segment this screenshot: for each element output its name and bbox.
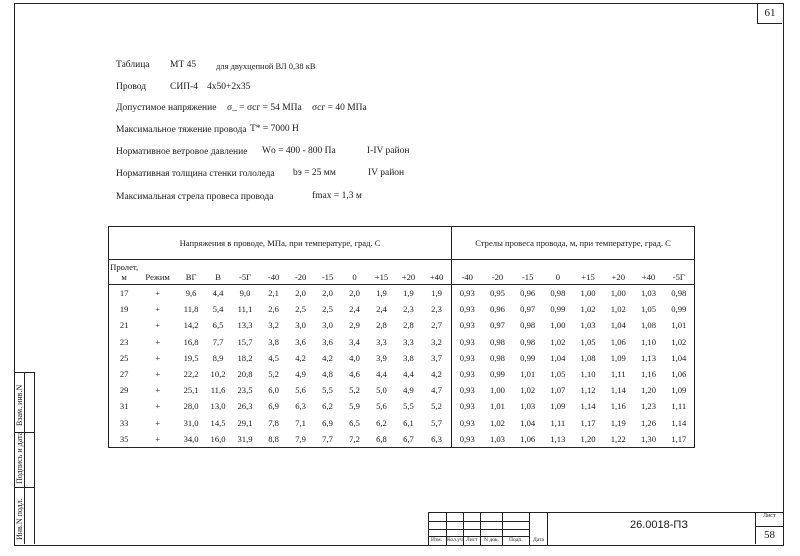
page-number: 61 <box>757 3 782 24</box>
stamp-label-data: Дата <box>533 537 544 543</box>
cell-sag: 1,05 <box>640 304 656 315</box>
cell-stress: 7,1 <box>295 417 306 428</box>
cell-sag: 1,04 <box>610 320 626 331</box>
cell-sag: 1,26 <box>640 417 656 428</box>
cell-span: 27 <box>109 366 140 382</box>
table-label: Таблица <box>116 60 150 70</box>
cell-stress: 4,6 <box>349 369 360 380</box>
cell-stress: 5,5 <box>403 401 414 412</box>
cell-stress: 2,0 <box>322 288 333 299</box>
col-header-sag: -20 <box>482 260 512 285</box>
col-header-stress: +40 <box>422 260 452 285</box>
cell-mode: + <box>139 431 176 448</box>
stress-value-2: σсг = 40 МПа <box>312 103 367 113</box>
cell-stress: 7,9 <box>287 431 314 448</box>
cell-stress: 16,8 <box>183 336 199 347</box>
cell-stress: 3,3 <box>403 336 414 347</box>
cell-sag: 0,93 <box>452 366 483 382</box>
cell-stress: 2,0 <box>295 288 306 299</box>
cell-span: 19 <box>109 301 140 317</box>
col-header-stress: ВГ <box>176 260 206 285</box>
col-header-sag: -40 <box>452 260 483 285</box>
column-header-row <box>109 260 695 285</box>
cell-stress: 2,4 <box>376 304 387 315</box>
cell-sag: 1,20 <box>573 431 603 448</box>
cell-sag: 0,97 <box>520 304 536 315</box>
cell-stress: 9,6 <box>185 288 197 299</box>
cell-stress: 4,8 <box>322 369 333 380</box>
cell-stress: 3,4 <box>349 336 360 347</box>
cell-stress: 6,5 <box>212 320 224 331</box>
cell-sag: 1,16 <box>640 369 656 380</box>
cell-stress: 5,2 <box>349 385 360 396</box>
cell-sag: 0,95 <box>489 288 505 299</box>
cell-sag: 0,93 <box>452 301 483 317</box>
cell-sag: 1,14 <box>580 401 596 412</box>
cell-sag: 1,09 <box>664 382 695 398</box>
cell-sag: 1,14 <box>610 385 626 396</box>
cell-sag: 1,22 <box>603 431 633 448</box>
cell-sag: 0,93 <box>452 415 483 431</box>
stamp-label-list: Лист <box>466 537 478 543</box>
ice-region: IV район <box>368 168 405 178</box>
cell-stress: 1,9 <box>376 288 387 299</box>
cell-sag: 0,98 <box>489 336 505 347</box>
col-header-sag: -15 <box>513 260 543 285</box>
cell-stress: 11,1 <box>237 304 253 315</box>
cell-sag: 1,04 <box>550 352 566 363</box>
cell-sag: 1,09 <box>550 401 566 412</box>
col-header-stress: -40 <box>260 260 287 285</box>
cell-stress: 4,4 <box>212 288 224 299</box>
col-header-stress: +20 <box>395 260 422 285</box>
cell-sag: 1,06 <box>610 336 626 347</box>
cell-sag: 1,02 <box>580 304 596 315</box>
cell-stress: 15,7 <box>237 336 253 347</box>
cell-stress: 26,3 <box>237 401 253 412</box>
cell-mode: + <box>155 417 161 428</box>
cell-sag: 1,17 <box>580 417 596 428</box>
cell-sag: 0,93 <box>452 350 483 366</box>
cell-stress: 28,0 <box>183 401 199 412</box>
cell-stress: 14,2 <box>183 320 199 331</box>
cell-sag: 0,93 <box>452 334 483 350</box>
cell-stress: 4,4 <box>376 369 387 380</box>
group-header-sag: Стрелы провеса провода, м, при температуре, град. С <box>452 227 695 260</box>
cell-stress: 6,3 <box>422 431 452 448</box>
cell-sag: 1,02 <box>520 385 536 396</box>
cell-sag: 1,19 <box>610 417 626 428</box>
col-header-stress: 0 <box>341 260 368 285</box>
cell-stress: 2,9 <box>349 320 360 331</box>
cell-sag: 1,06 <box>664 366 695 382</box>
cell-mode: + <box>155 352 161 363</box>
table-body <box>109 285 695 448</box>
cell-sag: 0,97 <box>489 320 505 331</box>
cell-stress: 3,6 <box>322 336 333 347</box>
cell-stress: 6,5 <box>349 417 360 428</box>
cell-sag: 1,10 <box>580 369 596 380</box>
cell-stress: 14,5 <box>210 417 226 428</box>
table-row <box>109 285 695 302</box>
cell-sag: 0,93 <box>452 431 483 448</box>
cell-stress: 5,6 <box>295 385 306 396</box>
cell-stress: 31,9 <box>230 431 260 448</box>
cell-stress: 5,0 <box>376 385 387 396</box>
cell-sag: 1,09 <box>610 352 626 363</box>
cell-stress: 5,5 <box>322 385 333 396</box>
stress-label: Допустимое напряжение <box>116 103 217 113</box>
cell-sag: 1,00 <box>610 288 626 299</box>
cell-mode: + <box>155 320 161 331</box>
col-header-sag: -5Г <box>664 260 695 285</box>
cell-stress: 2,4 <box>349 304 360 315</box>
stamp-label-ndok: N док. <box>484 537 499 543</box>
cell-stress: 4,9 <box>403 385 414 396</box>
cell-stress: 11,8 <box>183 304 199 315</box>
cell-stress: 25,1 <box>183 385 199 396</box>
group-header-stress: Напряжения в проводе, МПа, при температуре, град. С <box>109 227 452 260</box>
cell-sag: 1,12 <box>580 385 596 396</box>
cell-stress: 4,5 <box>268 352 279 363</box>
document-code: 26.0018-ПЗ <box>630 519 688 531</box>
cell-sag: 1,17 <box>664 431 695 448</box>
table-row <box>109 382 695 398</box>
sidebar-sign-date: Подпись и дата <box>15 431 24 484</box>
cell-sag: 1,02 <box>489 417 505 428</box>
cell-sag: 1,02 <box>550 336 566 347</box>
cell-stress: 5,9 <box>349 401 360 412</box>
cell-stress: 2,3 <box>403 304 414 315</box>
cell-sag: 1,11 <box>550 417 566 428</box>
ice-label: Нормативная толщина стенки гололеда <box>116 169 275 179</box>
cell-stress: 4,2 <box>322 352 333 363</box>
cell-stress: 6,9 <box>322 417 333 428</box>
cell-stress: 6,2 <box>376 417 387 428</box>
cell-sag: 1,16 <box>610 401 626 412</box>
left-stamp-column <box>14 372 35 544</box>
cell-sag: 0,98 <box>550 288 566 299</box>
cell-stress: 34,0 <box>176 431 206 448</box>
col-header-stress: В <box>206 260 230 285</box>
stamp-label-podp: Подп. <box>509 537 523 543</box>
cell-stress: 5,7 <box>431 417 442 428</box>
cell-stress: 3,7 <box>431 352 442 363</box>
cell-sag: 1,00 <box>550 320 566 331</box>
tension-value: Т* = 7000 Н <box>250 124 299 134</box>
col-header-sag: 0 <box>543 260 573 285</box>
table-row <box>109 350 695 366</box>
cell-sag: 0,96 <box>489 304 505 315</box>
cell-stress: 6,8 <box>368 431 395 448</box>
cell-sag: 0,99 <box>664 301 695 317</box>
cell-stress: 13,0 <box>210 401 226 412</box>
cell-stress: 2,5 <box>295 304 306 315</box>
sheet-box <box>755 512 783 544</box>
sidebar-inv-orig: Инв.N подл. <box>15 498 24 540</box>
table-row <box>109 431 695 448</box>
cell-sag: 1,14 <box>664 415 695 431</box>
cell-stress: 31,0 <box>183 417 199 428</box>
table-row <box>109 415 695 431</box>
table-row <box>109 334 695 350</box>
cell-span: 23 <box>109 334 140 350</box>
cell-sag: 1,04 <box>520 417 536 428</box>
cell-stress: 4,4 <box>403 369 414 380</box>
cell-stress: 2,1 <box>268 288 279 299</box>
cell-stress: 9,0 <box>239 288 251 299</box>
col-header-span: Пролет, м <box>109 260 140 285</box>
cell-stress: 7,7 <box>212 336 224 347</box>
cell-sag: 1,02 <box>610 304 626 315</box>
cell-sag: 0,93 <box>452 382 483 398</box>
cell-span: 25 <box>109 350 140 366</box>
cell-sag: 1,03 <box>482 431 512 448</box>
cell-stress: 3,0 <box>322 320 333 331</box>
stamp-label-izm: Изм. <box>431 537 442 543</box>
cell-stress: 13,3 <box>237 320 253 331</box>
cell-stress: 10,2 <box>210 369 226 380</box>
cell-mode: + <box>155 369 161 380</box>
cell-sag: 0,99 <box>550 304 566 315</box>
cell-sag: 0,93 <box>452 398 483 414</box>
cell-stress: 2,6 <box>268 304 279 315</box>
col-header-sag: +20 <box>603 260 633 285</box>
cell-sag: 0,98 <box>664 285 695 302</box>
cell-sag: 1,03 <box>580 320 596 331</box>
cell-sag: 1,08 <box>580 352 596 363</box>
table-row <box>109 398 695 414</box>
tension-label: Максимальное тяжение провода <box>116 125 247 135</box>
cell-stress: 4,2 <box>431 369 442 380</box>
table-row <box>109 317 695 333</box>
wire-label: Провод <box>116 82 147 92</box>
sag-value: fmax = 1,3 м <box>312 191 362 201</box>
wire-code: СИП-4 <box>170 82 198 92</box>
cell-sag: 1,06 <box>513 431 543 448</box>
cell-sag: 1,03 <box>640 288 656 299</box>
cell-span: 33 <box>109 415 140 431</box>
cell-stress: 6,2 <box>322 401 333 412</box>
wind-value: Wо = 400 - 800 Па <box>262 146 336 156</box>
wind-label: Нормативное ветровое давление <box>116 147 248 157</box>
col-header-sag: +40 <box>633 260 663 285</box>
cell-stress: 2,8 <box>376 320 387 331</box>
cell-sag: 1,11 <box>610 369 626 380</box>
cell-sag: 1,03 <box>520 401 536 412</box>
cell-stress: 7,7 <box>314 431 341 448</box>
cell-stress: 1,9 <box>403 288 414 299</box>
cell-span: 35 <box>109 431 140 448</box>
cell-stress: 3,6 <box>295 336 306 347</box>
cell-sag: 1,00 <box>489 385 505 396</box>
cell-stress: 18,2 <box>237 352 253 363</box>
cell-sag: 1,11 <box>664 398 695 414</box>
cell-sag: 1,10 <box>640 336 656 347</box>
cell-stress: 3,2 <box>268 320 279 331</box>
cell-sag: 1,01 <box>520 369 536 380</box>
table-code: МТ 45 <box>170 60 197 70</box>
cell-stress: 4,9 <box>295 369 306 380</box>
sag-label: Максимальная стрела провеса провода <box>116 192 274 202</box>
cell-sag: 1,01 <box>664 317 695 333</box>
sidebar-replace-inv: Взам. инв.N <box>15 384 24 426</box>
cell-stress: 2,7 <box>431 320 442 331</box>
cell-sag: 0,99 <box>489 369 505 380</box>
cell-stress: 20,8 <box>237 369 253 380</box>
cell-stress: 19,5 <box>183 352 199 363</box>
cell-sag: 1,01 <box>489 401 505 412</box>
cell-mode: + <box>155 385 161 396</box>
data-table <box>108 226 695 448</box>
cell-stress: 3,8 <box>268 336 279 347</box>
table-row <box>109 366 695 382</box>
sheet-label: Лист <box>763 513 776 519</box>
cell-sag: 1,05 <box>550 369 566 380</box>
cell-stress: 29,1 <box>237 417 253 428</box>
cell-stress: 22,2 <box>183 369 199 380</box>
cell-stress: 3,9 <box>376 352 387 363</box>
cell-stress: 3,8 <box>403 352 414 363</box>
col-header-stress: -15 <box>314 260 341 285</box>
wind-region: I-IV район <box>367 146 410 156</box>
cell-span: 17 <box>109 285 140 302</box>
title-block <box>428 512 783 545</box>
stamp-label-kol: Кол.уч <box>447 537 463 543</box>
col-header-sag: +15 <box>573 260 603 285</box>
cell-mode: + <box>155 401 161 412</box>
cell-stress: 4,7 <box>431 385 442 396</box>
cell-sag: 0,93 <box>452 317 483 333</box>
cell-stress: 2,5 <box>322 304 333 315</box>
table-row <box>109 301 695 317</box>
cell-sag: 0,93 <box>452 285 483 302</box>
cell-sag: 1,04 <box>664 350 695 366</box>
table-desc: для двухцепной ВЛ 0,38 кВ <box>216 61 316 71</box>
cell-sag: 1,20 <box>640 385 656 396</box>
col-header-stress: +15 <box>368 260 395 285</box>
cell-stress: 6,0 <box>268 385 279 396</box>
cell-stress: 5,2 <box>431 401 442 412</box>
cell-stress: 2,3 <box>431 304 442 315</box>
cell-sag: 1,13 <box>543 431 573 448</box>
ice-value: bэ = 25 мм <box>293 168 336 178</box>
cell-sag: 0,96 <box>520 288 536 299</box>
cell-sag: 0,98 <box>520 336 536 347</box>
stress-value-1: σ_ = σсг = 54 МПа <box>227 103 302 113</box>
cell-mode: + <box>155 336 161 347</box>
cell-sag: 1,23 <box>640 401 656 412</box>
cell-sag: 0,98 <box>520 320 536 331</box>
cell-stress: 11,6 <box>210 385 226 396</box>
cell-sag: 1,05 <box>580 336 596 347</box>
sheet-number: 58 <box>756 526 783 541</box>
cell-stress: 5,4 <box>212 304 224 315</box>
cell-stress: 1,9 <box>431 288 442 299</box>
cell-stress: 3,2 <box>431 336 442 347</box>
cell-mode: + <box>155 304 161 315</box>
cell-stress: 5,6 <box>376 401 387 412</box>
cell-stress: 6,1 <box>403 417 414 428</box>
cell-sag: 1,00 <box>580 288 596 299</box>
cell-sag: 0,99 <box>520 352 536 363</box>
cell-stress: 2,8 <box>403 320 414 331</box>
cell-stress: 6,7 <box>395 431 422 448</box>
cell-stress: 2,0 <box>349 288 360 299</box>
cell-mode: + <box>155 288 161 299</box>
cell-span: 21 <box>109 317 140 333</box>
cell-sag: 1,08 <box>640 320 656 331</box>
col-header-stress: -5Г <box>230 260 260 285</box>
col-header-mode: Режим <box>139 260 176 285</box>
cell-stress: 23,5 <box>237 385 253 396</box>
cell-stress: 6,3 <box>295 401 306 412</box>
cell-stress: 6,9 <box>268 401 279 412</box>
cell-stress: 3,0 <box>295 320 306 331</box>
cell-stress: 7,2 <box>341 431 368 448</box>
cell-stress: 8,9 <box>212 352 224 363</box>
cell-stress: 5,2 <box>268 369 279 380</box>
cell-stress: 8,8 <box>260 431 287 448</box>
cell-sag: 0,98 <box>489 352 505 363</box>
cell-sag: 1,13 <box>640 352 656 363</box>
cell-sag: 1,30 <box>633 431 663 448</box>
cell-stress: 16,0 <box>206 431 230 448</box>
cell-stress: 4,0 <box>349 352 360 363</box>
cell-stress: 4,2 <box>295 352 306 363</box>
col-header-stress: -20 <box>287 260 314 285</box>
cell-sag: 1,02 <box>664 334 695 350</box>
cell-span: 29 <box>109 382 140 398</box>
wire-section: 4х50+2х35 <box>207 82 251 92</box>
cell-span: 31 <box>109 398 140 414</box>
cell-sag: 1,07 <box>550 385 566 396</box>
cell-stress: 3,3 <box>376 336 387 347</box>
cell-stress: 7,8 <box>268 417 279 428</box>
